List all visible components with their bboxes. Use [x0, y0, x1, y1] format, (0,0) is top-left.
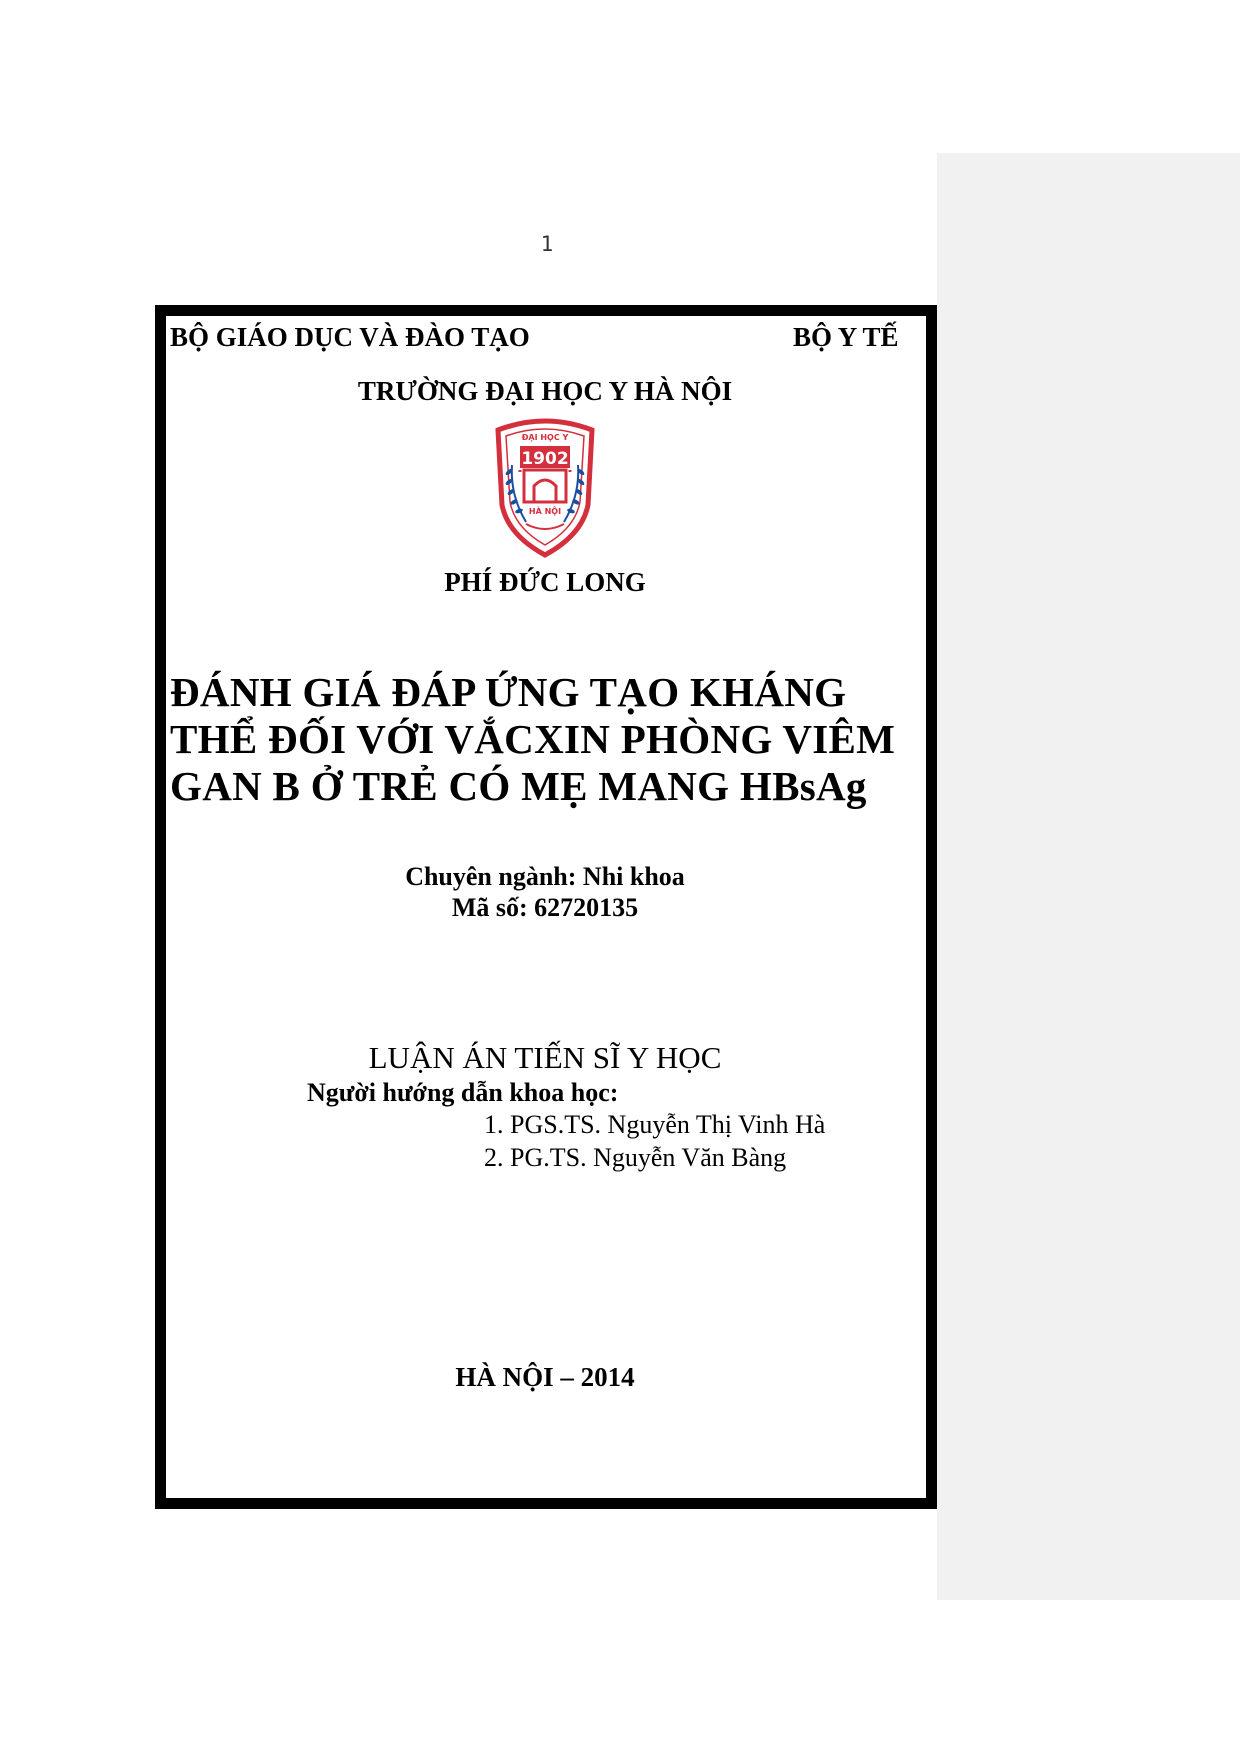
thesis-title-line-2: THỂ ĐỐI VỚI VẮCXIN PHÒNG VIÊM [170, 716, 896, 762]
svg-text:HÀ NỘI: HÀ NỘI [528, 507, 562, 516]
thesis-title-line-1: ĐÁNH GIÁ ĐÁP ỨNG TẠO KHÁNG [170, 669, 847, 715]
advisor-1: 1. PGS.TS. Nguyễn Thị Vinh Hà [484, 1110, 826, 1139]
advisor-2: 2. PG.TS. Nguyễn Văn Bàng [484, 1143, 787, 1172]
ministry-health: BỘ Y TẾ [793, 322, 899, 352]
page-number: 1 [540, 232, 554, 256]
author-name: PHÍ ĐỨC LONG [444, 567, 646, 597]
degree-title: LUẬN ÁN TIẾN SĨ Y HỌC [368, 1040, 722, 1075]
svg-text:1902: 1902 [521, 449, 569, 469]
specialty: Chuyên ngành: Nhi khoa [405, 862, 685, 891]
place-and-year: HÀ NỘI – 2014 [455, 1362, 635, 1392]
svg-text:ĐẠI HỌC Y: ĐẠI HỌC Y [521, 433, 569, 442]
university-logo [490, 410, 600, 560]
school-name: TRƯỜNG ĐẠI HỌC Y HÀ NỘI [357, 376, 733, 406]
advisors-label: Người hướng dẫn khoa học: [307, 1078, 619, 1107]
specialty-code: Mã số: 62720135 [451, 893, 639, 922]
thesis-title-line-3: GAN B Ở TRẺ CÓ MẸ MANG HBsAg [170, 763, 867, 809]
ministry-education: BỘ GIÁO DỤC VÀ ĐÀO TẠO [170, 322, 530, 352]
